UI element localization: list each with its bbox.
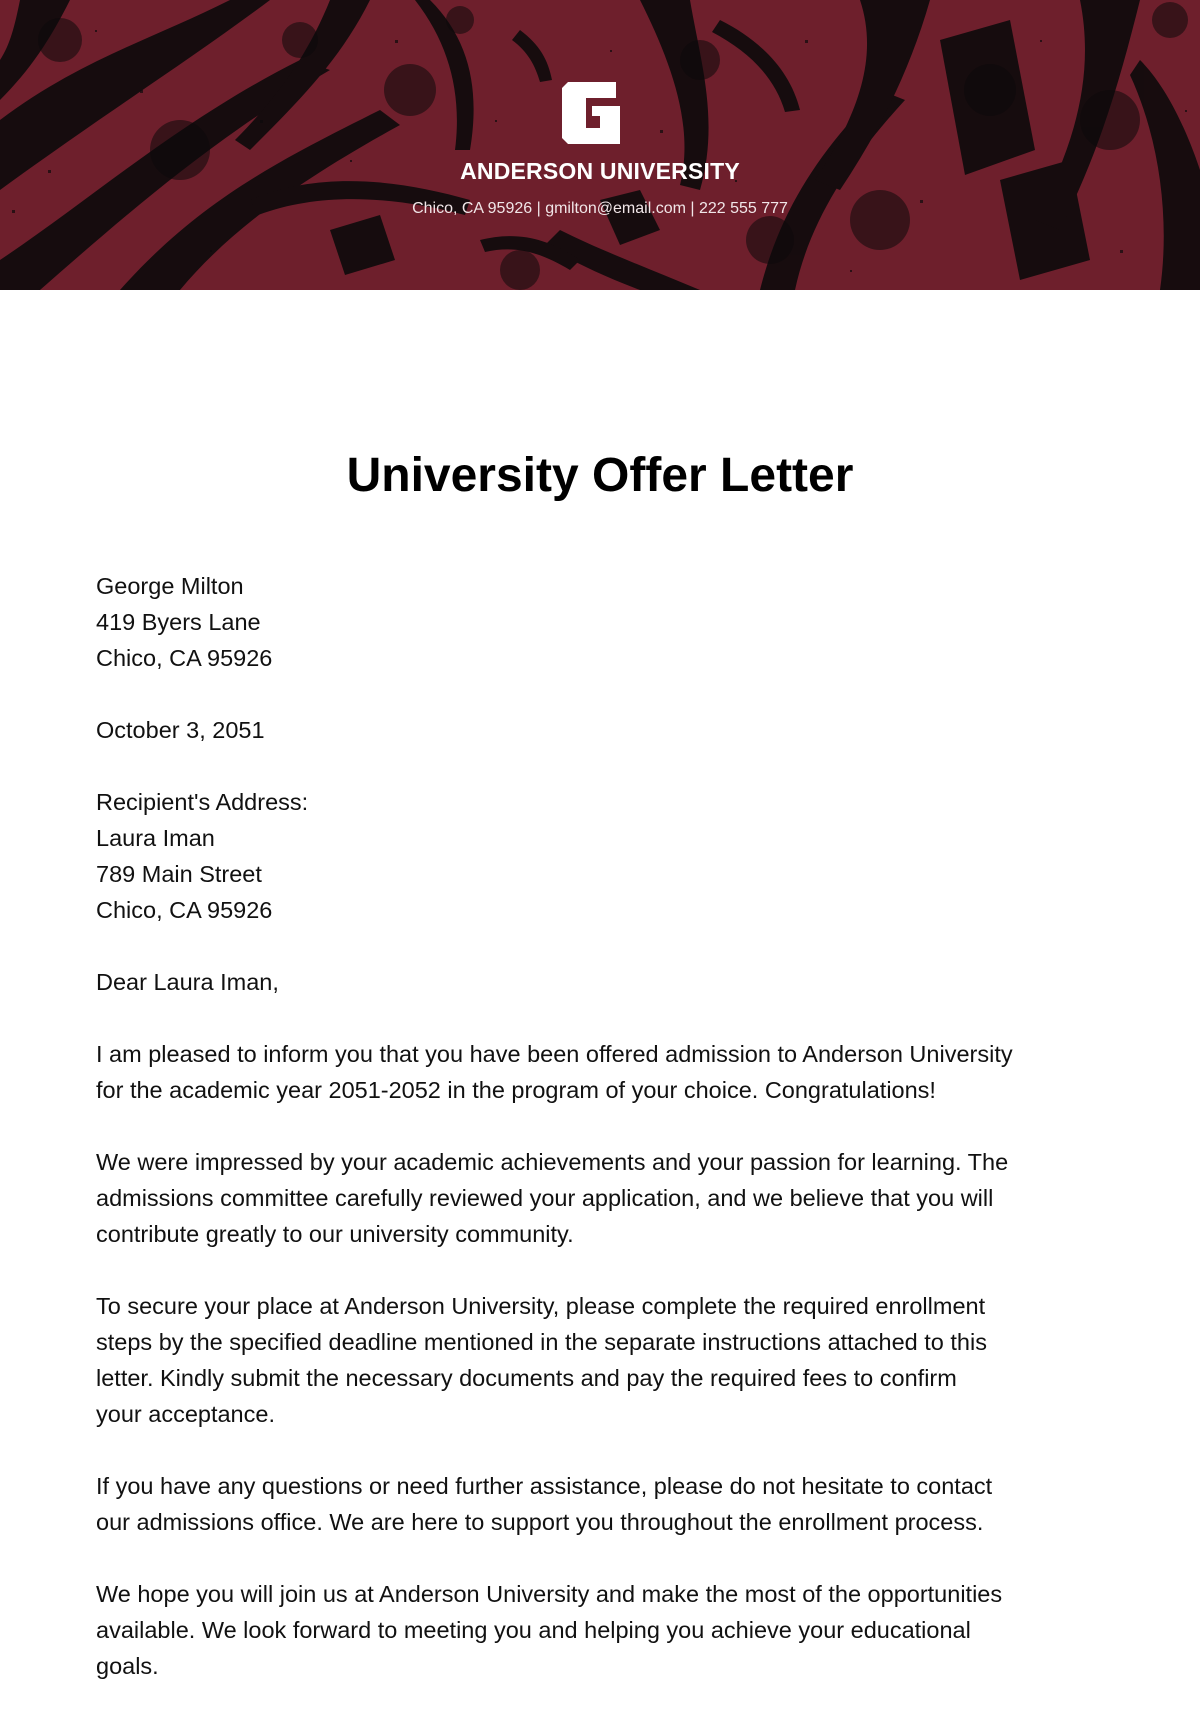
university-logo-icon [558, 78, 628, 148]
paragraph-line: steps by the specified deadline mentioned in the separate instructions attached to this [96, 1329, 987, 1355]
letterhead-banner [0, 0, 1200, 290]
university-name: ANDERSON UNIVERSITY [460, 158, 740, 184]
paragraph-line: If you have any questions or need further assistance, please do not hesitate to contact [96, 1473, 993, 1499]
recipient-city: Chico, CA 95926 [96, 897, 273, 923]
recipient-street: 789 Main Street [96, 861, 262, 887]
paragraph-line: our admissions office. We are here to support you throughout the enrollment process. [96, 1509, 984, 1535]
paragraph-2 [96, 1144, 1116, 1252]
letter-body [96, 568, 1116, 1720]
paragraph-line: letter. Kindly submit the necessary documents and pay the required fees to confirm [96, 1365, 957, 1391]
paragraph-line: for the academic year 2051-2052 in the program of your choice. Congratulations! [96, 1077, 936, 1103]
sender-city: Chico, CA 95926 [96, 645, 273, 671]
paragraph-line: To secure your place at Anderson University, please complete the required enrollment [96, 1293, 986, 1319]
paragraph-line: admissions committee carefully reviewed your application, and we believe that you will [96, 1185, 994, 1211]
recipient-label: Recipient's Address: [96, 789, 309, 815]
contact-line: Chico, CA 95926 | gmilton@email.com | 222 555 777 [412, 200, 788, 217]
paragraph-3 [96, 1288, 1116, 1432]
sender-address [96, 568, 1116, 676]
paragraph-5 [96, 1576, 1116, 1684]
paragraph-line: We hope you will join us at Anderson University and make the most of the opportunities [96, 1581, 1003, 1607]
paragraph-line: I am pleased to inform you that you have been offered admission to Anderson University [96, 1041, 1013, 1067]
salutation-block [96, 964, 1116, 1000]
paragraph-4 [96, 1468, 1116, 1540]
recipient-name: Laura Iman [96, 825, 215, 851]
paragraph-line: available. We look forward to meeting you and helping you achieve your educational [96, 1617, 971, 1643]
letterhead-content [0, 0, 1200, 290]
letter-title: University Offer Letter [346, 449, 854, 502]
letter-date-block [96, 712, 1116, 748]
paragraph-line: contribute greatly to our university community. [96, 1221, 574, 1247]
paragraph-line: your acceptance. [96, 1401, 275, 1427]
paragraph-1 [96, 1036, 1116, 1108]
letter-date: October 3, 2051 [96, 717, 265, 743]
salutation: Dear Laura Iman, [96, 969, 279, 995]
recipient-address [96, 784, 1116, 928]
sender-name: George Milton [96, 573, 244, 599]
sender-street: 419 Byers Lane [96, 609, 261, 635]
paragraph-line: goals. [96, 1653, 159, 1679]
paragraph-line: We were impressed by your academic achievements and your passion for learning. The [96, 1149, 1009, 1175]
